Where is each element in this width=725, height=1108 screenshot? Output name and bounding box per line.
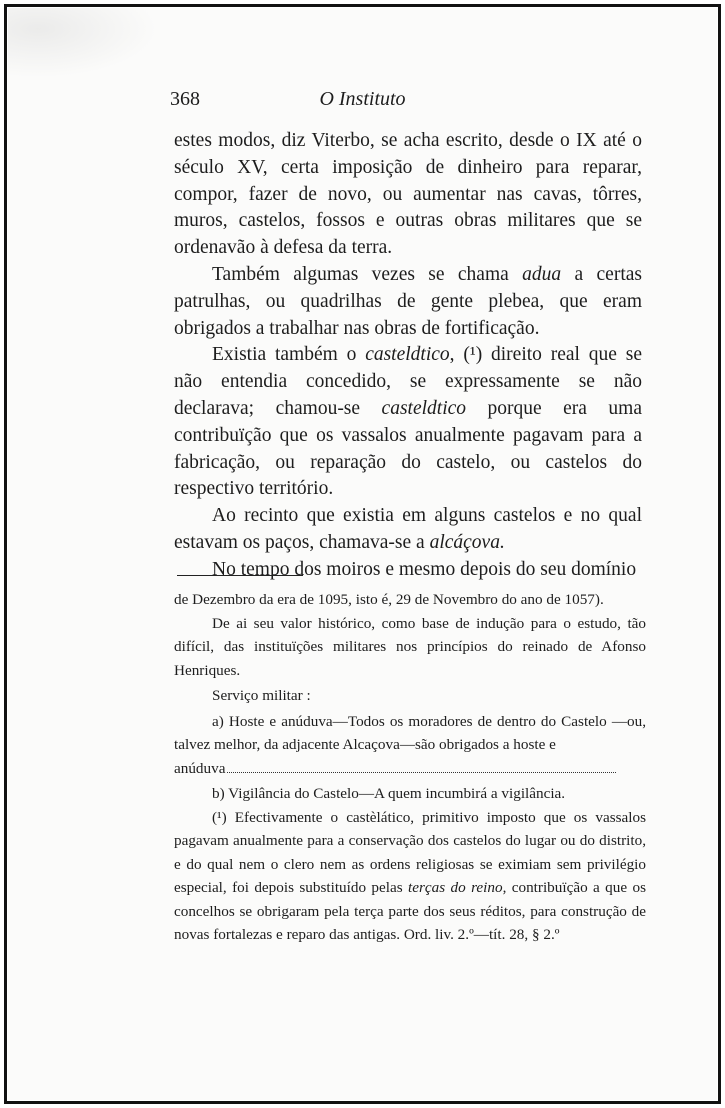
paragraph-3 <box>174 342 642 503</box>
footnotes <box>174 588 646 947</box>
page-header <box>0 88 725 114</box>
paragraph-2-text-end: a certas patrulhas, ou quadrilhas de gente plebea, que eram obrigados a trabalhar nas obras de fortificação. <box>174 263 642 339</box>
footnote-1-text-end: , contribuïção a que os concelhos se obrigaram pela terça parte dos seus réditos, para construção de novas fortalezas e reparo das antigas. Ord. liv. 2.º—tít. 28, § 2.º <box>174 879 646 943</box>
footnote-para-valor: De ai seu valor histórico, como base de indução para o estudo, tão difícil, das instituïções militares nos princípios do reinado de Afonso Henriques. <box>174 614 646 679</box>
footnote-hoste-end <box>174 757 646 781</box>
term-alcacova: alcáçova. <box>429 531 505 553</box>
footnote-hoste: a) Hoste e anúduva—Todos os moradores de dentro do Castelo —ou, talvez melhor, da adjacente Alcaçova—são obrigados a hoste e <box>174 712 646 753</box>
running-title: O Instituto <box>319 88 406 110</box>
leader-dots <box>227 771 616 773</box>
paragraph-4 <box>174 503 642 557</box>
term-castelatico-2: casteldtico <box>381 397 467 419</box>
term-castelatico: casteldtico <box>365 344 450 366</box>
footnote-1 <box>174 806 646 947</box>
footnote-1-text: (¹) Efectivamente o castèlático, primitivo imposto que os vassalos pagavam anualmente para a conservação dos castelos do lugar ou do distrito, e do qual nem o clero nem as ordens religiosas se eximiam sem privilégio especial, foi depois substituído pelas <box>174 808 646 896</box>
paragraph-4-text: Ao recinto que existia em alguns castelos e no qual estavam os paços, chamava-se a <box>174 505 642 553</box>
paragraph-3-text-mid: , (¹) direito real que se não entendia concedido, se expressamente se não declarava; chamou-se <box>174 344 642 419</box>
main-text <box>174 128 642 584</box>
paragraph-3-text: Existia também o <box>212 344 366 366</box>
paragraph-2 <box>174 262 642 342</box>
term-tercas-do-reino: terças do reino <box>408 879 503 896</box>
anuduva-word: anúduva <box>174 759 226 777</box>
term-adua: adua <box>522 263 562 285</box>
paragraph-2-text: Também algumas vezes se chama <box>212 263 523 285</box>
footnote-continuation: de Dezembro da era de 1095, isto é, 29 de Novembro do ano de 1057). <box>174 591 604 608</box>
page-number: 368 <box>170 88 200 110</box>
paragraph-5: No tempo dos moiros e mesmo depois do seu domínio <box>212 558 637 580</box>
footnote-servico-militar: Serviço militar : <box>212 687 311 704</box>
footnote-rule <box>177 575 303 576</box>
footnote-vigilancia: b) Vigilância do Castelo—A quem incumbirá a vigilância. <box>212 785 566 802</box>
page-smudge <box>8 8 158 78</box>
paragraph-3-text-end: porque era uma contribuïção que os vassalos anualmente pagavam para a fabricação, ou reparação do castelo, ou castelos do respectivo território. <box>174 397 643 500</box>
paragraph-1: estes modos, diz Viterbo, se acha escrito, desde o IX até o século XV, certa imposição de dinheiro para reparar, compor, fazer de novo, ou aumentar nas cavas, tôrres, muros, castelos, fossos e outras obras militares que se ordenavão à defesa da terra. <box>174 130 642 259</box>
